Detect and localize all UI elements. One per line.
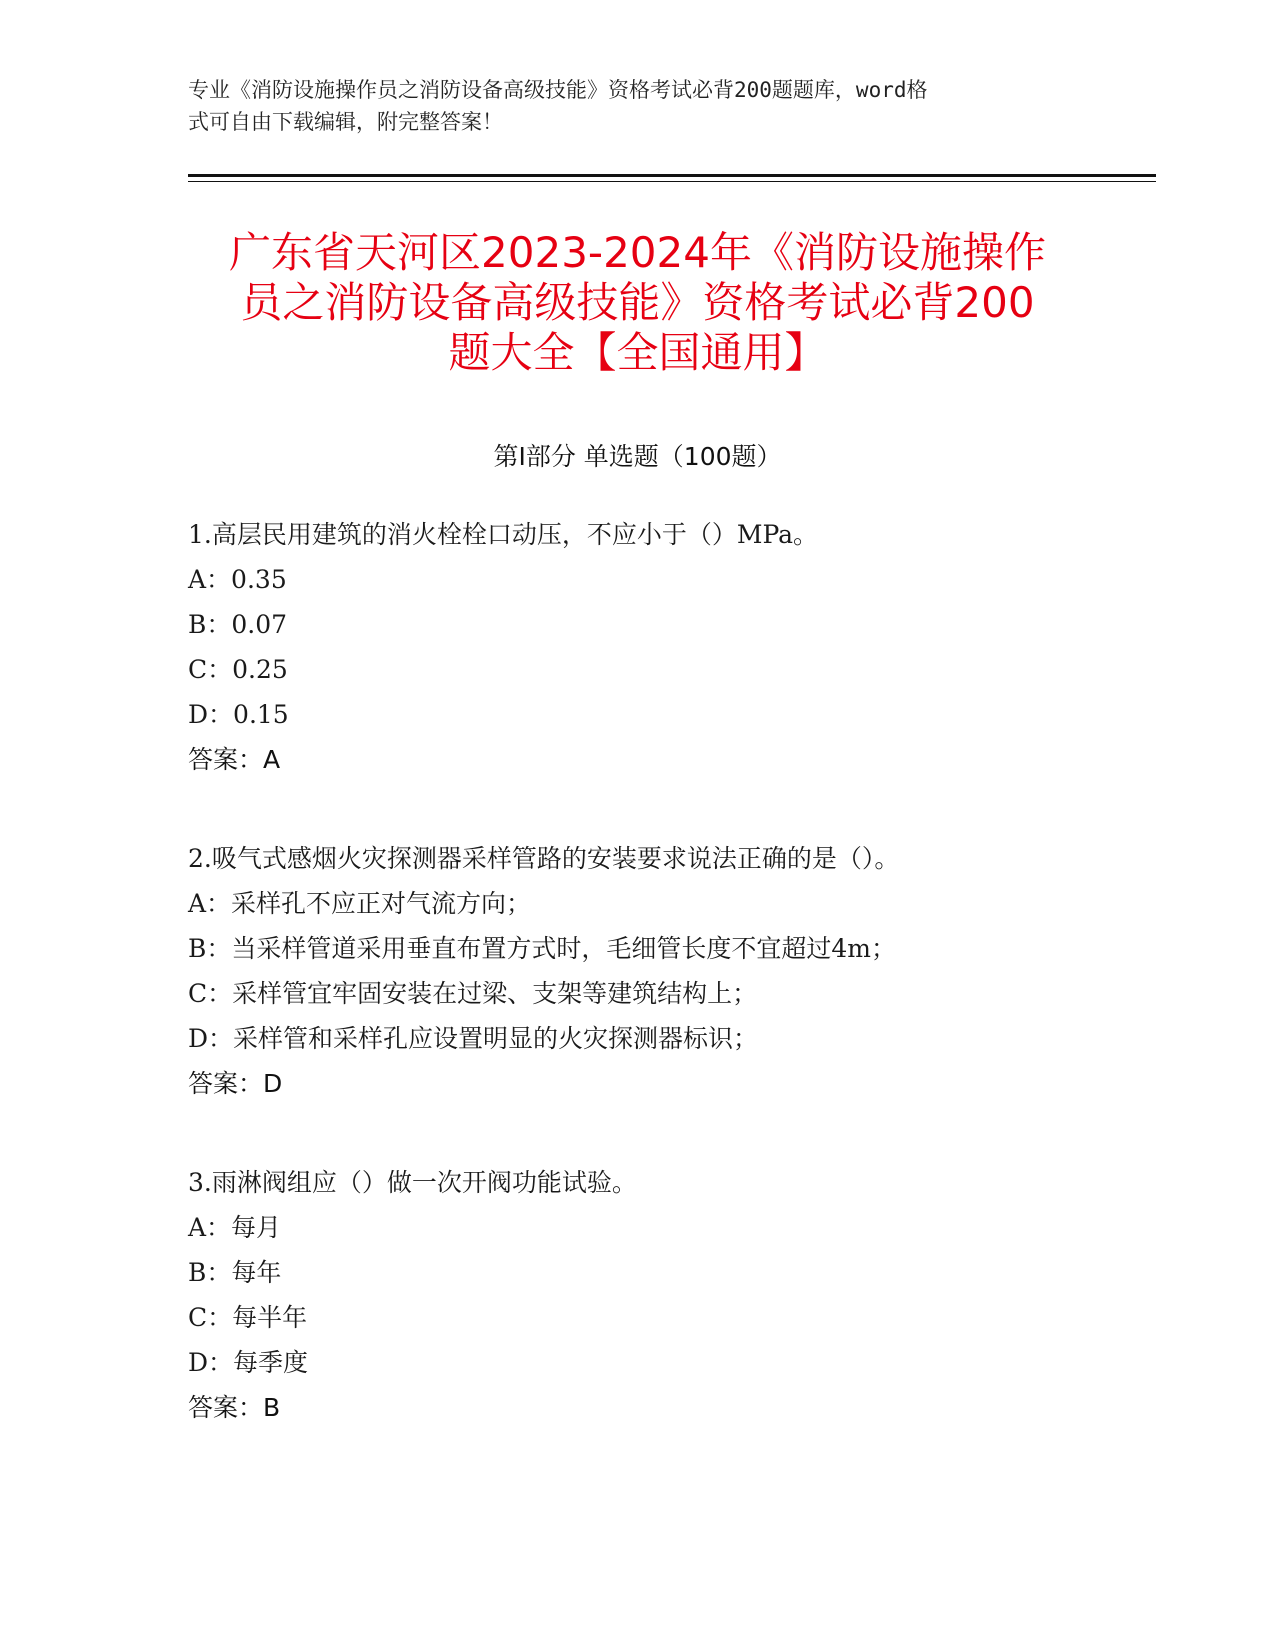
option-d: D：采样管和采样孔应设置明显的火灾探测器标识；: [188, 1024, 759, 1053]
option-d: D：0.15: [188, 700, 289, 729]
header-note-line-1: 专业《消防设施操作员之消防设备高级技能》资格考试必背200题题库，word格: [188, 78, 928, 102]
header-note: [188, 74, 1068, 138]
option-b: B：当采样管道采用垂直布置方式时，毛细管长度不宜超过4m；: [188, 934, 896, 963]
question-stem: 1.高层民用建筑的消火栓栓口动压，不应小于（）MPa。: [188, 520, 819, 549]
option-b: B：0.07: [188, 610, 288, 639]
question-2: [188, 836, 1148, 1106]
option-c: C：0.25: [188, 655, 288, 684]
question-stem: 2.吸气式感烟火灾探测器采样管路的安装要求说法正确的是（）。: [188, 844, 900, 873]
header-divider-thin: [188, 181, 1156, 182]
option-a: A：采样孔不应正对气流方向；: [188, 889, 532, 918]
option-c: C：采样管宜牢固安装在过梁、支架等建筑结构上；: [188, 979, 758, 1008]
document-title-line-3: 题大全【全国通用】: [448, 328, 827, 377]
option-a: A：0.35: [188, 565, 287, 594]
document-title-line-1: 广东省天河区2023-2024年《消防设施操作: [229, 228, 1046, 277]
option-b: B：每年: [188, 1258, 282, 1287]
header-divider-thick: [188, 174, 1156, 177]
document-title: [160, 228, 1115, 378]
answer-label: 答案：B: [188, 1393, 281, 1422]
question-1: [188, 512, 1148, 782]
option-c: C：每半年: [188, 1303, 308, 1332]
answer-label: 答案：A: [188, 745, 281, 774]
question-3: [188, 1160, 1148, 1430]
section-heading: 第I部分 单选题（100题）: [493, 442, 782, 471]
question-stem: 3.雨淋阀组应（）做一次开阀功能试验。: [188, 1168, 637, 1197]
option-d: D：每季度: [188, 1348, 309, 1377]
document-title-line-2: 员之消防设备高级技能》资格考试必背200: [240, 278, 1035, 327]
option-a: A：每月: [188, 1213, 282, 1242]
header-note-line-2: 式可自由下载编辑，附完整答案！: [188, 110, 503, 134]
answer-label: 答案：D: [188, 1069, 283, 1098]
